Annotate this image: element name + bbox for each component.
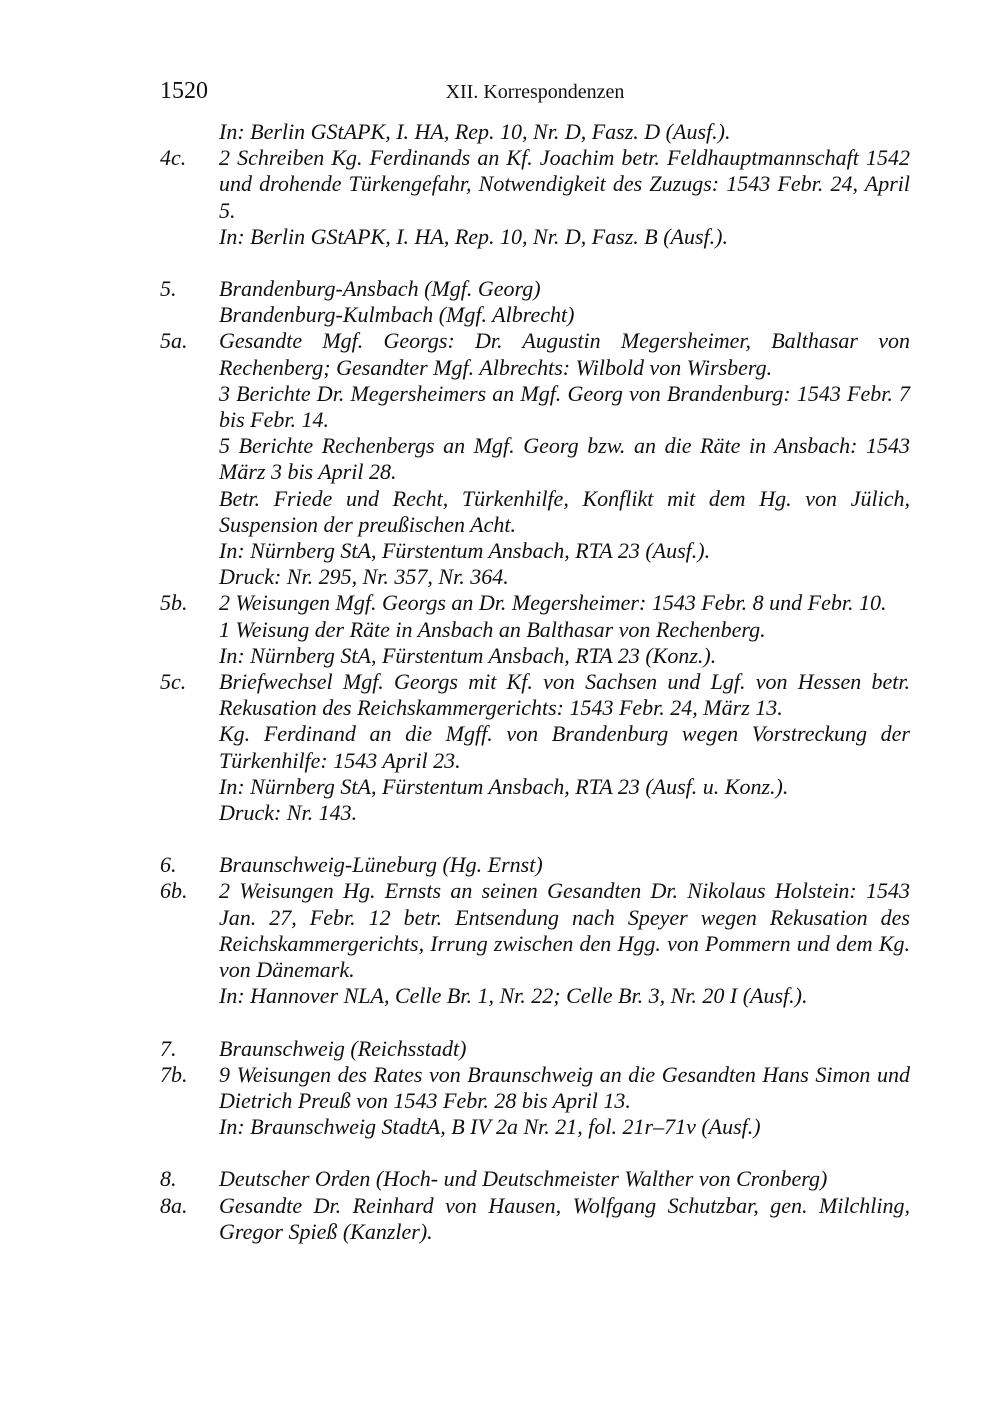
entry-line: Druck: Nr. 143. [219,800,358,826]
entry-label: 5b. [160,590,188,616]
entry-body [219,145,910,250]
entry-line: 1 Weisung der Räte in Ansbach an Balthasar von Rechenberg. [219,616,766,642]
list-item [160,145,910,250]
section-gap [160,1140,910,1166]
entry-body [219,590,910,669]
entry-label: 6b. [160,878,188,904]
entry-body [219,852,910,878]
correspondence-list [160,119,910,1245]
entry-line: Braunschweig (Reichsstadt) [219,1035,467,1061]
list-item [160,276,910,328]
entry-body [219,119,910,145]
list-item [160,1166,910,1192]
entry-label: 7b. [160,1061,188,1087]
entry-line: In: Berlin GStAPK, I. HA, Rep. 10, Nr. D, Fasz. B (Ausf.). [219,223,728,249]
section-gap [160,1010,910,1036]
entry-line: In: Braunschweig StadtA, B IV 2a Nr. 21, fol. 21r–71v (Ausf.) [219,1114,761,1140]
entry-line: 2 Schreiben Kg. Ferdinands an Kf. Joachim betr. Feldhauptmannschaft 1542 und drohende Türkengefahr, Notwendigkeit des Zuzugs: 1543 Febr. 24, April 5. [219,145,910,223]
entry-body [219,276,910,328]
entry-line: Brandenburg-Kulmbach (Mgf. Albrecht) [219,302,575,328]
entry-line: Gesandte Mgf. Georgs: Dr. Augustin Megersheimer, Balthasar von Rechenberg; Gesandter Mgf. Albrechts: Wilbold von Wirsberg. [219,328,910,380]
entry-body [219,1036,910,1062]
entry-line: In: Nürnberg StA, Fürstentum Ansbach, RTA 23 (Ausf. u. Konz.). [219,773,789,799]
entry-label: 7. [160,1035,177,1061]
entry-label: 5c. [160,669,187,695]
list-item [160,878,910,1009]
list-item [160,119,910,145]
entry-line: Druck: Nr. 295, Nr. 357, Nr. 364. [219,564,509,590]
list-item [160,590,910,669]
entry-label: 8a. [160,1192,188,1218]
entry-body [219,328,910,590]
entry-label: 4c. [160,145,187,171]
entry-body [219,669,910,826]
list-item [160,669,910,826]
entry-body [219,1193,910,1245]
entry-line: 2 Weisungen Hg. Ernsts an seinen Gesandten Dr. Nikolaus Holstein: 1543 Jan. 27, Febr. 12 betr. Entsendung nach Speyer wegen Rekusation des Reichskammergerichts, Irrung zwischen den Hgg. von Pommern und dem Kg. von Dänemark. [219,878,910,983]
list-item [160,1036,910,1062]
entry-line: Betr. Friede und Recht, Türkenhilfe, Konflikt mit dem Hg. von Jülich, Suspension der preußischen Acht. [219,485,910,537]
running-title: XII. Korrespondenzen [445,81,625,103]
entry-line: Brandenburg-Ansbach (Mgf. Georg) [219,276,541,302]
entry-body [219,878,910,1009]
entry-line: Kg. Ferdinand an die Mgff. von Brandenburg wegen Vorstreckung der Türkenhilfe: 1543 April 23. [219,721,910,773]
page-header [160,78,910,108]
entry-label: 6. [160,852,177,878]
entry-line: Briefwechsel Mgf. Georgs mit Kf. von Sachsen und Lgf. von Hessen betr. Rekusation des Reichskammergerichts: 1543 Febr. 24, März 13. [219,669,910,721]
page-number: 1520 [160,78,208,104]
entry-line: In: Hannover NLA, Celle Br. 1, Nr. 22; Celle Br. 3, Nr. 20 I (Ausf.). [219,983,808,1009]
list-item [160,1062,910,1141]
entry-body [219,1062,910,1141]
entry-line: Deutscher Orden (Hoch- und Deutschmeister Walther von Cronberg) [219,1166,828,1192]
list-item [160,328,910,590]
entry-line: 3 Berichte Dr. Megersheimers an Mgf. Georg von Brandenburg: 1543 Febr. 7 bis Febr. 14. [219,380,910,433]
entry-line: In: Berlin GStAPK, I. HA, Rep. 10, Nr. D, Fasz. D (Ausf.). [219,119,731,144]
entry-line: In: Nürnberg StA, Fürstentum Ansbach, RTA 23 (Konz.). [219,642,717,668]
entry-line: Gesandte Dr. Reinhard von Hausen, Wolfgang Schutzbar, gen. Milchling, Gregor Spieß (Kanzler). [219,1192,910,1244]
entry-label: 5. [160,276,177,302]
entry-line: 5 Berichte Rechenbergs an Mgf. Georg bzw. an die Räte in Ansbach: 1543 März 3 bis April 28. [219,433,910,485]
list-item [160,1193,910,1245]
section-gap [160,826,910,852]
entry-line: 2 Weisungen Mgf. Georgs an Dr. Megersheimer: 1543 Febr. 8 und Febr. 10. [219,590,887,616]
entry-line: Braunschweig-Lüneburg (Hg. Ernst) [219,852,543,878]
section-gap [160,250,910,276]
entry-line: In: Nürnberg StA, Fürstentum Ansbach, RTA 23 (Ausf.). [219,538,711,564]
list-item [160,852,910,878]
entry-label: 8. [160,1166,177,1192]
entry-line: 9 Weisungen des Rates von Braunschweig an die Gesandten Hans Simon und Dietrich Preuß von 1543 Febr. 28 bis April 13. [219,1061,910,1113]
entry-label: 5a. [160,328,188,354]
entry-label [160,119,219,145]
entry-body [219,1166,910,1192]
